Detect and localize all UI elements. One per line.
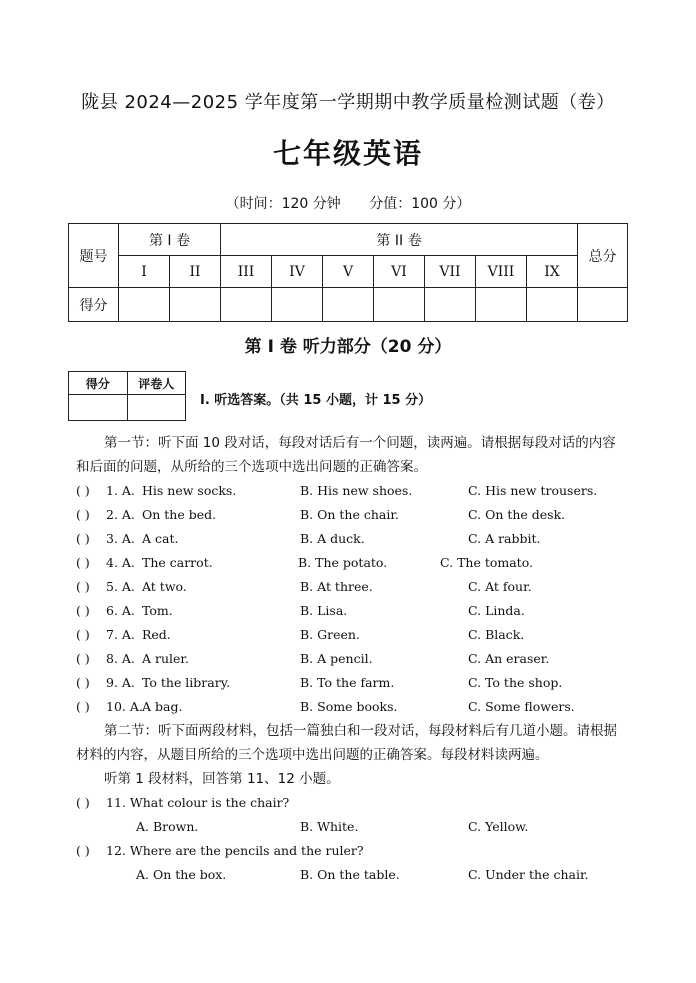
option-c: C. Some flowers. [468,699,575,714]
question-stem: 12. Where are the pencils and the ruler? [106,843,364,858]
score-cell [476,288,527,322]
question-row [76,696,636,720]
question-number: 2. A. [106,507,135,522]
question-number: 3. A. [106,531,135,546]
question-number: 6. A. [106,603,135,618]
material1-intro: 听第 1 段材料，回答第 11、12 小题。 [104,771,340,787]
options-row [76,864,636,888]
option-b: B. White. [300,819,359,834]
question-row [76,600,636,624]
option-c: C. An eraser. [468,651,550,666]
question-row [76,648,636,672]
question-row [76,576,636,600]
option-a: His new socks. [142,483,237,498]
question-row [76,480,636,504]
score-table-score-label: 得分 [69,288,119,322]
question-stem: 11. What colour is the chair? [106,795,290,810]
option-c: C. Black. [468,627,525,642]
answer-blank[interactable]: ( ) [76,555,90,570]
score-cell [323,288,374,322]
answer-blank[interactable]: ( ) [76,651,90,666]
answer-blank[interactable]: ( ) [76,507,90,522]
score-table-numeral: I [119,256,170,288]
question-number: 7. A. [106,627,135,642]
score-cell [425,288,476,322]
option-b: B. The potato. [298,555,388,570]
options-row [76,816,636,840]
option-a: A bag. [142,699,183,714]
answer-blank[interactable]: ( ) [76,579,90,594]
option-c: C. Yellow. [468,819,529,834]
question-number: 5. A. [106,579,135,594]
score-cell [578,288,628,322]
grader-name-cell [127,395,186,421]
option-a: The carrot. [142,555,213,570]
score-table-part2: 第 II 卷 [221,224,578,256]
answer-blank[interactable]: ( ) [76,843,90,858]
question-row [76,504,636,528]
option-b: B. A pencil. [300,651,373,666]
score-table-part1: 第 I 卷 [119,224,221,256]
question-number: 4. A. [106,555,135,570]
option-a: Tom. [142,603,173,618]
option-a: A cat. [142,531,179,546]
score-table-numeral: VI [374,256,425,288]
score-cell [374,288,425,322]
option-c: C. His new trousers. [468,483,598,498]
question-row [76,528,636,552]
section2-instructions: 第二节：听下面两段材料，包括一篇独白和一段对话，每段材料后有几道小题。请根据材料的内容，从题目所给的三个选项中选出问题的正确答案。每段材料读两遍。 [76,723,617,763]
option-b: B. His new shoes. [300,483,413,498]
score-table-numeral: VII [425,256,476,288]
exam-meta [0,193,696,213]
option-c: C. Linda. [468,603,525,618]
option-b: B. A duck. [300,531,365,546]
grader-name-label: 评卷人 [127,372,186,395]
option-b: B. To the farm. [300,675,395,690]
option-c: C. At four. [468,579,532,594]
answer-blank[interactable]: ( ) [76,603,90,618]
score-table-numeral: II [170,256,221,288]
question-row [76,552,636,576]
option-c: C. To the shop. [468,675,563,690]
exam-score: 分值：100 分） [369,196,471,212]
option-b: B. Lisa. [300,603,348,618]
option-a: To the library. [142,675,231,690]
answer-blank[interactable]: ( ) [76,675,90,690]
question-row [76,792,636,816]
option-b: B. On the chair. [300,507,399,522]
option-a: A. On the box. [136,867,227,882]
option-c: C. Under the chair. [468,867,589,882]
question-row [76,840,636,864]
answer-blank[interactable]: ( ) [76,627,90,642]
score-table-numeral: III [221,256,272,288]
exam-title: 陇县 2024—2025 学年度第一学期期中教学质量检测试题（卷） [81,92,615,113]
question-number: 10. A. [106,699,143,714]
option-a: On the bed. [142,507,217,522]
option-b: B. At three. [300,579,373,594]
grader-score-cell [69,395,128,421]
option-a: A. Brown. [136,819,199,834]
subject-title: 七年级英语 [272,137,423,170]
question-number: 8. A. [106,651,135,666]
grader-score-label: 得分 [69,372,128,395]
option-b: B. Green. [300,627,360,642]
option-a: Red. [142,627,171,642]
score-table-item-label: 题号 [69,224,119,288]
answer-blank[interactable]: ( ) [76,795,90,810]
answer-blank[interactable]: ( ) [76,531,90,546]
option-c: C. A rabbit. [468,531,541,546]
grader-table [68,371,186,421]
score-cell [221,288,272,322]
question-row [76,672,636,696]
answer-blank[interactable]: ( ) [76,483,90,498]
option-b: B. Some books. [300,699,398,714]
section1-instructions: 第一节：听下面 10 段对话，每段对话后有一个问题，读两遍。请根据每段对话的内容和后面的问题，从所给的三个选项中选出问题的正确答案。 [76,435,616,475]
score-cell [119,288,170,322]
score-cell [272,288,323,322]
option-c: C. On the desk. [468,507,566,522]
option-b: B. On the table. [300,867,400,882]
score-table-numeral: V [323,256,374,288]
score-table-numeral: IX [527,256,578,288]
option-a: A ruler. [142,651,189,666]
score-table-numeral: IV [272,256,323,288]
section-title: 第 I 卷 听力部分（20 分） [244,337,452,357]
score-table [68,223,628,322]
score-table-numeral: VIII [476,256,527,288]
option-a: At two. [142,579,187,594]
question-row [76,624,636,648]
score-cell [527,288,578,322]
option-c: C. The tomato. [440,555,533,570]
answer-blank[interactable]: ( ) [76,699,90,714]
score-cell [170,288,221,322]
question-number: 1. A. [106,483,135,498]
score-table-total: 总分 [578,224,628,288]
part1-heading: I. 听选答案。（共 15 小题，计 15 分） [200,393,432,408]
exam-time: （时间：120 分钟 [225,196,341,212]
question-number: 9. A. [106,675,135,690]
